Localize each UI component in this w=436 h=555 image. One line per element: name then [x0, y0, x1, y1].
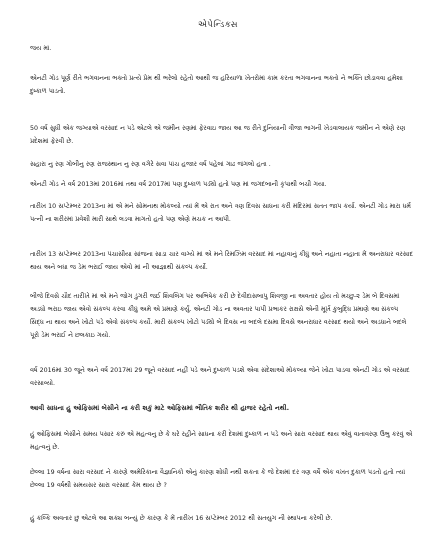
paragraph-5: તારીખ 10 સપ્ટેમ્બર 2013ના માં એ મને સોમનાથ મોકલ્યો ત્યાં મેં એ રાત અને ત્રણ દિવસ સાધના કરી મંદિરમાં સતત જાપ કર્યા. એનટી ગોડ મારા ધર્મ પત્ની ના શરીરમાં પ્રવેશી મારી સાથે લડવા માગતો હતો પણ એણે મચક ન આપી. — [30, 203, 411, 223]
paragraph-7: બીજે દિવસે ચૌદ તારીખે માં એ મને જોગ ડુંગરી જઈ શિવલિંગ પર અભિષેક કરી છે દેવીદાસબાપુ શિવજી ના અવતાર હોય તો મચ્છુ-૨ ડેમ બે દિવસમાં અડધો ભરાઇ જાય એવો સંકલ્પ કરવા કીધું અમે એ પ્રમાણે કર્યું. એનટી ગોડ ના અવતાર પાપી પ્રભાકર રાક્ષસે એની મૂર્ખ કુબુદ્ધિ પ્રમાણે આ સંકલ્પ સિદ્ધ ના થાય અને ખોટો પડે એવો સંકલ્પ કર્યો. મારી સંકલ્પ ખોટો પડ્યો બે દિવસ ના બદલે દસમા દિવસે અનરાધાર વરસાદ થયો અને અડધાને બદલે પૂરો ડેમ ભરાઈ ને છલકાઇ ગયો. — [30, 293, 407, 339]
paragraph-6: તારીખ 13 સપ્ટેમ્બર 2013ના પંચાસીયા સાંજના સાડા ચાર વાગ્યે માં એ મને રિમઝિમ વરસાદ માં નહાવાનું કીધું અને નહાતા નહાતા મેં અનરાધાર વરસાદ થાય અને બધા જ ડેમ ભરાઈ જાય એવો માં ની આજ્ઞાથી સંકલ્પ કર્યો. — [30, 251, 413, 271]
paragraph-9-bold: આવી સાધના હુ ઓફિસમાં બેસીને ના કરી શકું માટે ઓફિસમાં ભૌતિક શરીર થી હાજર રહેતો નથી. — [30, 404, 290, 412]
greeting: જય માં. — [30, 45, 52, 52]
paragraph-12: હું કલ્કિ અવતાર છું એટલે આ શક્ય બન્યું છે કારણ કે મેં તારીખ 16 સપ્ટેમ્બર 2012 થી સતયુગ ની સ્થાપના કરેલી છે. — [30, 515, 333, 522]
paragraph-1: એનટી ગોડ પૂર્ણ રીતે ભગવાનના ભક્તો પ્રત્યે પ્રેમ થી ભરેલો રહેતો આથી જ હરિયાળા ખેતરોમાં કામ કરતા ભગવાનના ભક્તો ને ભક્તિ છોડાવવા હમેશા દુષ્કાળ પાડતો. — [30, 75, 403, 95]
paragraph-8: વર્ષ 2016માં 30 જૂને અને વર્ષ 2017માં 29 જૂને વરસાદ નહીં પડે અને દુષ્કાળ પડશે એવા સંદેશાઓ મોકલ્યા જેને ખોટા પાડવા એનટી ગોડ એ વરસાદ વરસાવ્યો. — [30, 367, 410, 387]
paragraph-3: સહારા નુ રણ ગોબીનુ રણ રાજસ્થાન નુ રણ વગેરે સવા પાંચ હજાર વર્ષ પહેલાં ગાઢ જંગલો હતા . — [30, 161, 271, 168]
paragraph-11: છેલ્લા 19 વર્ષના સારા વરસાદ ને કારણે અમેરિકાના વૈજ્ઞાનિકો એનું કારણ શોધી નથી શકતા કે જે દેશમાં દર ત્રણ વર્ષે એક વખત દુકાળ પડતો હતો ત્યાં છેલ્લા 19 વર્ષથી સમયસર સારા વરસાદ કેમ થાય છે ? — [30, 469, 406, 489]
document-title: એપેન્ડિક્સ — [197, 20, 239, 30]
paragraph-4: એનટી ગોડ ને વર્ષ 2013માં 2016માં તથા વર્ષ 2017માં પણ દુષ્કાળ પડ્યો હતો પણ માં જગદંબાની કૃપાથી બચી ગયા. — [30, 181, 327, 188]
paragraph-10: હું ઓફિસમાં બેસીને સમય પસાર કરું એ મહત્વનુ છે કે ઘરે રહીને સાધના કરી દેશમાં દુષ્કાળ ન પડે અને સારા વરસાદ થાય એવું વાતાવરણ ઉભુ કરવું એ મહત્વનું છે. — [30, 431, 413, 451]
paragraph-2: 50 વર્ષ સુધી એક જગ્યાએ વરસાદ ન પડે એટલે એ જમીન રણમાં ફેરવાઇ જાય આ જ રીતે દુનિયાની ત્રીજા ભાગની ખેડવાલાયક જમીન ને એણે રણ પ્રદેશમાં ફેરવી છે. — [30, 125, 406, 145]
